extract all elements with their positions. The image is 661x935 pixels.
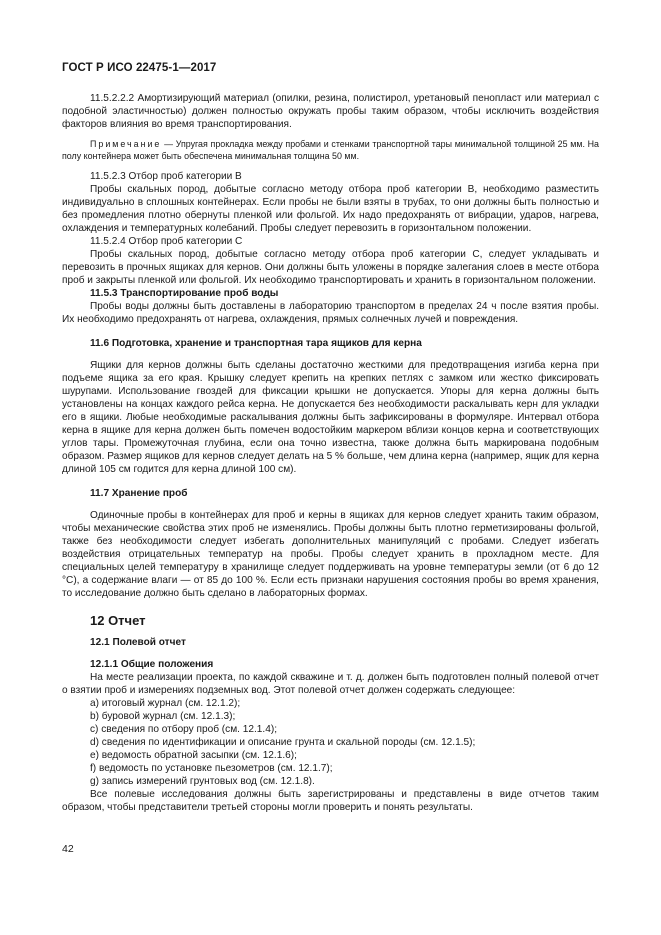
list-item: b) буровой журнал (см. 12.1.3);: [90, 711, 236, 722]
paragraph-11-5-2-3: Пробы скальных пород, добытые согласно методу отбора проб категории В, необходимо разместить индивидуально в сплошных контейнерах. Если пробы не были взяты в трубах, то они должны быть полностью и без промедления плотно обернуты пленкой или фольгой. Их надо предохранять от вибрации, ударов, нагрева, охлаждения и температурных колебаний. Пробы следует перевозить в горизонтальном положении.: [62, 184, 599, 234]
note-text: — Упругая прокладка между пробами и стенками транспортной тары минимальной толщиной 25 мм. На полу контейнера может быть обеспечена минимальная толщина 50 мм.: [62, 139, 599, 161]
heading-11-5-2-3: 11.5.2.3 Отбор проб категории В: [90, 171, 242, 182]
heading-11-5-3: 11.5.3 Транспортирование проб воды: [90, 288, 279, 299]
document-header: ГОСТ Р ИСО 22475-1—2017: [62, 62, 217, 74]
paragraph-12-1-1: На месте реализации проекта, по каждой скважине и т. д. должен быть подготовлен полный полевой отчет о взятии проб и измерениях подземных вод. Этот полевой отчет должен содержать следующее:: [62, 672, 599, 696]
paragraph-11-7: Одиночные пробы в контейнерах для проб и керны в ящиках для кернов следует хранить таким образом, чтобы механические свойства этих проб не изменялись. Пробы должны быть плотно герметизированы фольгой, также без необходимости следует избегать дополнительных манипуляций с пробами. Следует избегать воздействия отрицательных температур на пробы. Пробы следует хранить в прохладном месте. Для специальных целей температуру в хранилище следует поддерживать на уровне температуры земли (от 6 до 12 °С), а содержание влаги — от 85 до 100 %. Если есть признаки нарушения состояния пробы во время хранения, то исследование должно быть сделано в лабораторных формах.: [62, 510, 599, 599]
heading-12-1-1: 12.1.1 Общие положения: [90, 659, 214, 670]
list-item: c) сведения по отбору проб (см. 12.1.4);: [90, 724, 277, 735]
heading-11-7: 11.7 Хранение проб: [90, 488, 188, 499]
list-item: g) запись измерений грунтовых вод (см. 12.1.8).: [90, 776, 315, 787]
list-item: d) сведения по идентификации и описание грунта и скальной породы (см. 12.1.5);: [90, 737, 476, 748]
report-contents-list: [62, 697, 599, 788]
heading-12-1: 12.1 Полевой отчет: [90, 637, 186, 648]
paragraph-final: Все полевые исследования должны быть зарегистрированы и представлены в виде отчетов таким образом, чтобы представители третьей стороны могли проверить и понять результаты.: [62, 789, 599, 813]
paragraph-11-5-3: Пробы воды должны быть доставлены в лабораторию транспортом в пределах 24 ч после взятия пробы. Их необходимо предохранять от нагрева, охлаждения, прямых солнечных лучей и повреждения.: [62, 301, 599, 325]
note: [62, 139, 599, 162]
note-label: Примечание: [90, 139, 162, 149]
list-item: a) итоговый журнал (см. 12.1.2);: [90, 698, 241, 709]
page-number: 42: [62, 843, 74, 855]
paragraph-11-5-2-4: Пробы скальных пород, добытые согласно методу отбора проб категории С, следует укладывать и перевозить в прочных ящиках для кернов. Они должны быть уложены в порядке залегания слоев в месте отбора проб и закрыты пленкой или фольгой. Их необходимо транспортировать и хранить в горизонтальном положении.: [62, 249, 599, 286]
paragraph-11-5-2-2-2: 11.5.2.2.2 Амортизирующий материал (опилки, резина, полистирол, уретановый пенопласт или материал с подобной эластичностью) должен полностью окружать пробы таким образом, чтобы исключить воздействия факторов влияния во время транспортирования.: [62, 93, 599, 130]
heading-12: 12 Отчет: [90, 613, 146, 628]
paragraph-11-6: Ящики для кернов должны быть сделаны достаточно жесткими для предотвращения изгиба керна при подъеме ящика за его края. Крышку следует крепить на крепких петлях с замком или жестко фиксировать шурупами. Использование гвоздей для фиксации крышки не допускается. Упоры для керна должны быть установлены на концах каждого рейса керна. Не допускается без необходимости раскалывать керн для укладки его в ящики. Любые необходимые раскалывания должны быть зафиксированы в формуляре. Интервал отбора керна в ящике для керна должен быть помечен водостойким маркером вблизи концов керна и соответствующих углов тары. Промежуточная глубина, если она точно известна, также должна быть маркирована подобным образом. Размер ящиков для кернов следует делать на 5 % больше, чем длина керна (например, ящик для керна длиной 105 см годится для керна длиной 100 см).: [62, 360, 599, 475]
heading-11-6: 11.6 Подготовка, хранение и транспортная тара ящиков для керна: [90, 338, 422, 349]
list-item: e) ведомость обратной засыпки (см. 12.1.6);: [90, 750, 297, 761]
heading-11-5-2-4: 11.5.2.4 Отбор проб категории С: [90, 236, 243, 247]
document-body: [62, 92, 599, 814]
list-item: f) ведомость по установке пьезометров (см. 12.1.7);: [90, 763, 333, 774]
